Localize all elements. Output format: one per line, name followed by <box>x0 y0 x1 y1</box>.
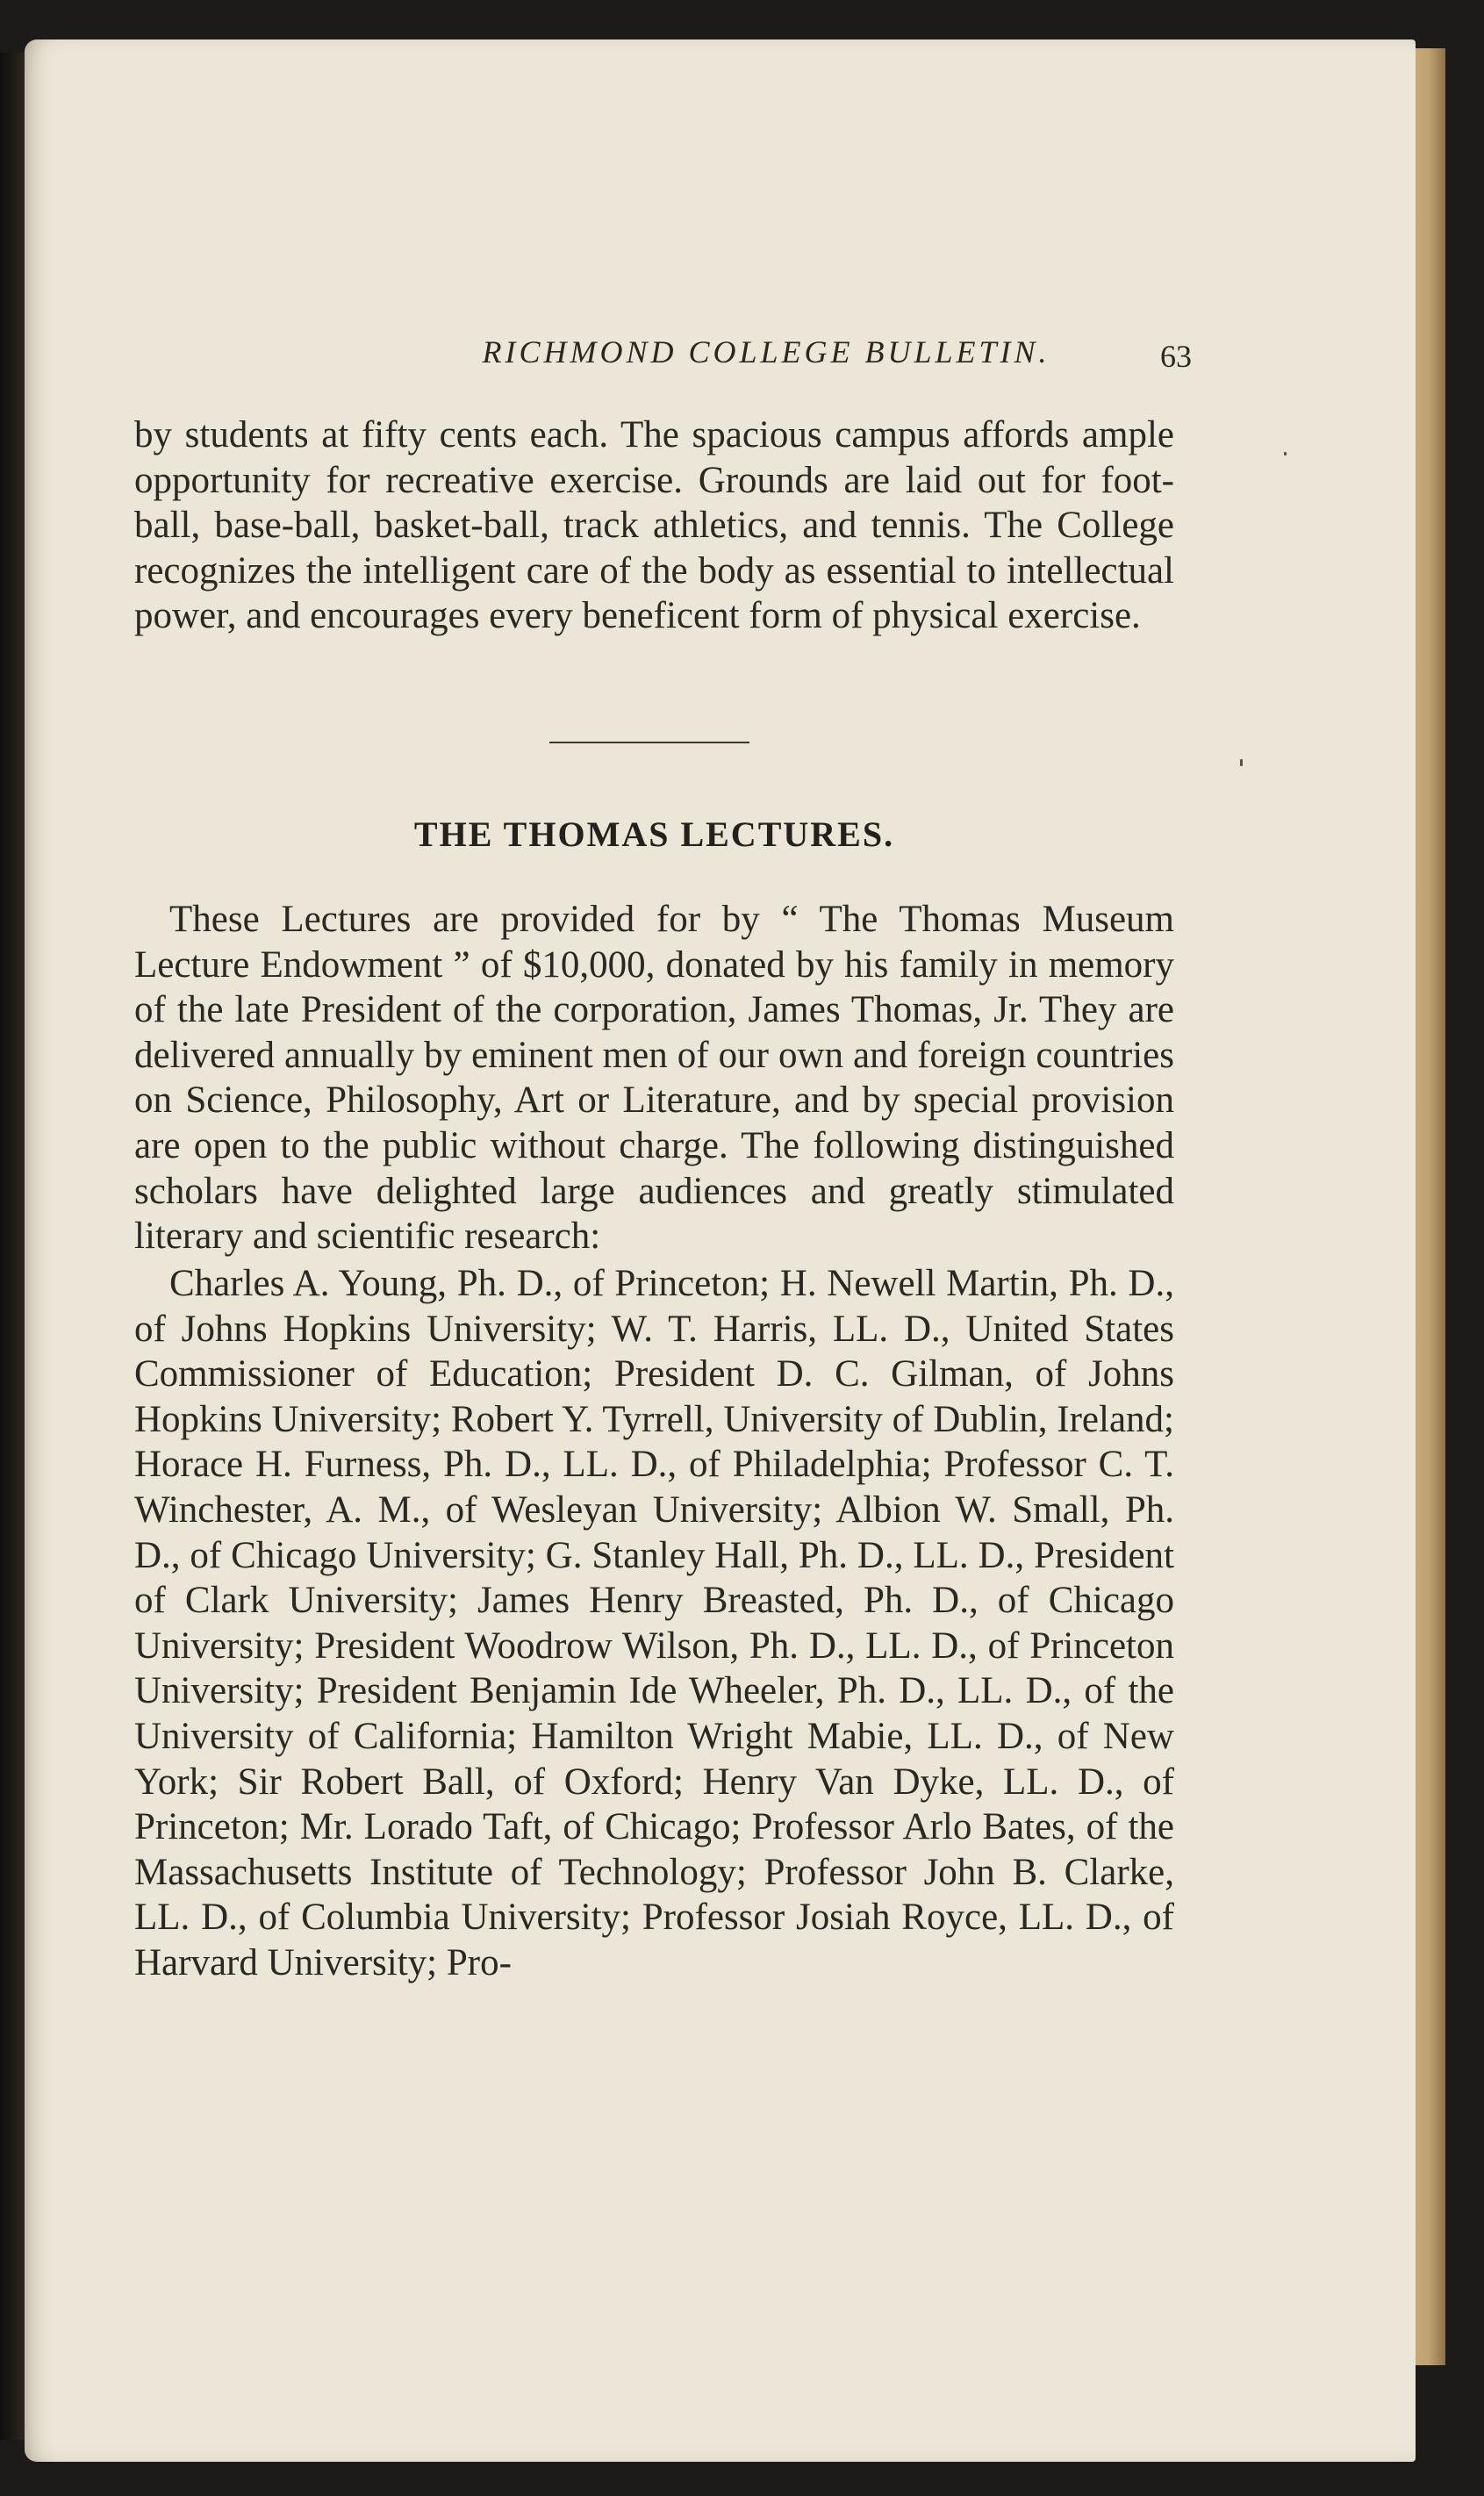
section-divider <box>549 742 749 743</box>
book-page <box>25 39 1416 2462</box>
paragraph-lecturer-list: Charles A. Young, Ph. D., of Princeton; H. Newell Martin, Ph. D., of Johns Hopkins University; W. T. Harris, LL. D., United States Commissioner of Education; President D. C. Gilman, of Johns Hopkins University; Robert Y. Tyrrell, University of Dublin, Ireland; Horace H. Furness, Ph. D., LL. D., of Philadelphia; Professor C. T. Winchester, A. M., of Wesleyan University; Albion W. Small, Ph. D., of Chicago University; G. Stanley Hall, Ph. D., LL. D., President of Clark University; James Henry Breasted, Ph. D., of Chicago University; President Woodrow Wilson, Ph. D., LL. D., of Princeton University; President Benjamin Ide Wheeler, Ph. D., LL. D., of the University of California; Hamilton Wright Mabie, LL. D., of New York; Sir Robert Ball, of Oxford; Henry Van Dyke, LL. D., of Princeton; Mr. Lorado Taft, of Chicago; Professor Arlo Bates, of the Massachusetts Institute of Technology; Professor John B. Clarke, LL. D., of Columbia University; Professor Josiah Royce, LL. D., of Harvard University; Pro- <box>134 1263 1174 1983</box>
page-number: 63 <box>1160 339 1192 374</box>
paragraph-athletics: by students at fifty cents each. The spacious campus affords ample opportunity for recreative exercise. Grounds are laid out for foot-ball, base-ball, basket-ball, track athletics, and tennis. The College recognizes the intelligent care of the body as essential to intellectual power, and encourages every beneficent form of physical exercise. <box>134 414 1174 637</box>
running-head: RICHMOND COLLEGE BULLETIN. <box>482 334 1050 369</box>
paper-speck <box>1240 759 1243 766</box>
paragraph-lectures-intro: These Lectures are provided for by “ The Thomas Museum Lecture Endowment ” of $10,000, donated by his family in memory of the late President of the corporation, James Thomas, Jr. They are delivered annually by eminent men of our own and foreign countries on Science, Philosophy, Art or Literature, and by special provision are open to the public without charge. The following distinguished scholars have delighted large audiences and greatly stimulated literary and scientific research: <box>134 899 1174 1258</box>
section-heading: THE THOMAS LECTURES. <box>413 814 895 854</box>
paper-speck <box>1284 452 1287 455</box>
